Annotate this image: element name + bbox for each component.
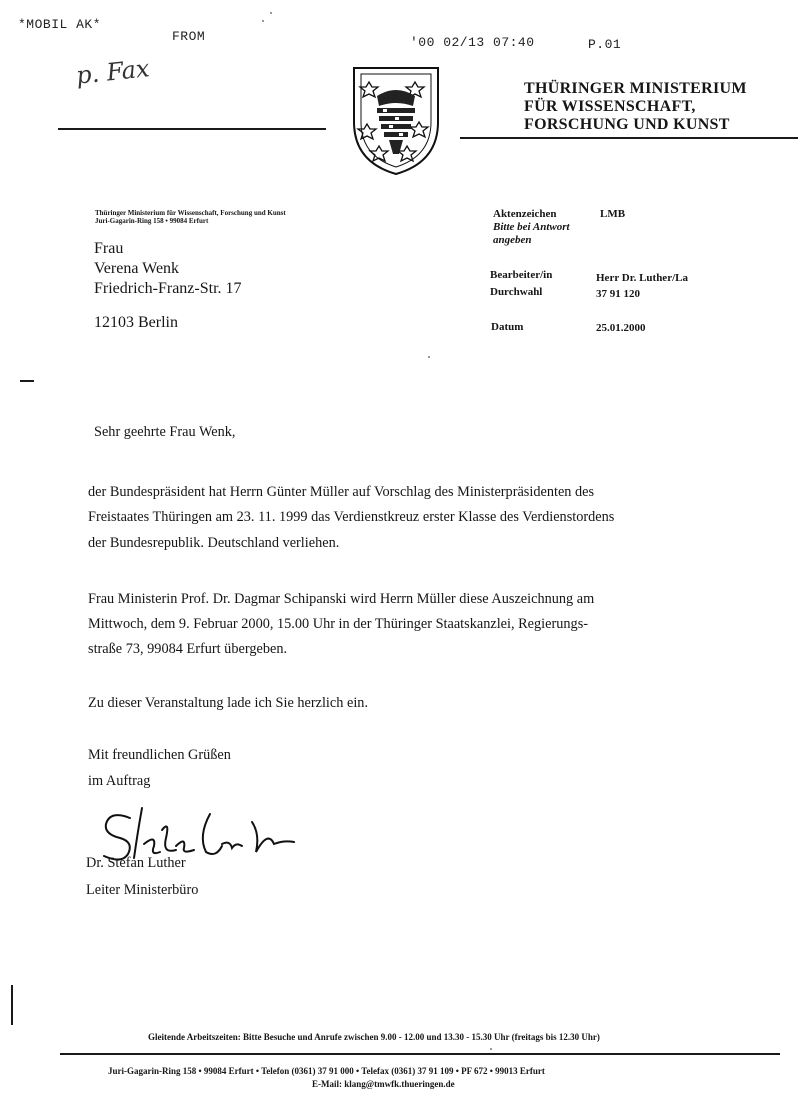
recipient-name: Verena Wenk — [94, 260, 180, 277]
letterhead-rule-right — [460, 137, 798, 139]
letter-greeting: Sehr geehrte Frau Wenk, — [94, 424, 236, 440]
scan-speck — [428, 356, 430, 358]
paragraph1-line1: der Bundespräsident hat Herrn Günter Müller auf Vorschlag des Ministerpräsidenten des — [88, 484, 595, 500]
paragraph2-line3: straße 73, 99084 Erfurt übergeben. — [88, 641, 288, 657]
fax-from-label: FROM — [172, 29, 206, 44]
ministry-name-line1: THÜRINGER MINISTERIUM — [524, 80, 747, 97]
scan-speck — [490, 1048, 492, 1050]
return-address-line1: Thüringer Ministerium für Wissenschaft, Forschung und Kunst — [95, 209, 286, 217]
return-address-line2: Juri-Gagarin-Ring 158 • 99084 Erfurt — [95, 217, 209, 225]
fax-datetime: '00 02/13 07:40 — [410, 35, 535, 50]
footer-contact: Juri-Gagarin-Ring 158 • 99084 Erfurt • Telefon (0361) 37 91 000 • Telefax (0361) 37 91 109 • PF 672 • 99013 Erfurt — [108, 1066, 545, 1076]
aktenzeichen-hint2: angeben — [493, 234, 532, 246]
paragraph2-line1: Frau Ministerin Prof. Dr. Dagmar Schipanski wird Herrn Müller diese Auszeichnung am — [88, 591, 595, 607]
paragraph1-line3: der Bundesrepublik. Deutschland verliehen. — [88, 535, 340, 551]
bearbeiter-value: Herr Dr. Luther/La — [596, 272, 688, 284]
letterhead-rule-left — [58, 128, 326, 130]
ministry-name-line3: FORSCHUNG UND KUNST — [524, 116, 730, 133]
aktenzeichen-value: LMB — [600, 208, 626, 220]
scan-speck — [270, 12, 272, 14]
footer-rule — [60, 1053, 780, 1055]
paragraph2-line2: Mittwoch, dem 9. Februar 2000, 15.00 Uhr in der Thüringer Staatskanzlei, Regierungs- — [88, 616, 589, 632]
paragraph3: Zu dieser Veranstaltung lade ich Sie herzlich ein. — [88, 695, 369, 711]
handwritten-note: p. Fax — [74, 54, 151, 90]
fax-sender: *MOBIL AK* — [18, 17, 102, 32]
paragraph1-line2: Freistaates Thüringen am 23. 11. 1999 das Verdienstkreuz erster Klasse des Verdienstordens — [88, 509, 615, 525]
footer-email: E-Mail: klang@tmwfk.thueringen.de — [312, 1079, 455, 1089]
durchwahl-label: Durchwahl — [490, 286, 543, 298]
datum-label: Datum — [491, 321, 524, 333]
recipient-street: Friedrich-Franz-Str. 17 — [94, 280, 242, 297]
datum-value: 25.01.2000 — [596, 322, 646, 334]
footer-office-hours: Gleitende Arbeitszeiten: Bitte Besuche und Anrufe zwischen 9.00 - 12.00 und 13.30 - 15.30 Uhr (freitags bis 12.30 Uhr) — [148, 1032, 600, 1042]
aktenzeichen-label: Aktenzeichen — [493, 208, 557, 220]
recipient-city: 12103 Berlin — [94, 314, 178, 331]
fax-page: P.01 — [588, 37, 622, 52]
signer-title: Leiter Ministerbüro — [86, 882, 199, 898]
ministry-name-line2: FÜR WISSENSCHAFT, — [524, 98, 696, 115]
thuringia-coat-of-arms-icon — [349, 64, 443, 176]
recipient-salutation: Frau — [94, 240, 124, 257]
signer-name: Dr. Stefan Luther — [86, 855, 186, 871]
scan-edge-mark — [11, 985, 13, 1025]
fold-mark — [20, 380, 34, 382]
durchwahl-value: 37 91 120 — [596, 288, 640, 300]
aktenzeichen-hint: Bitte bei Antwort — [493, 221, 570, 233]
closing-im-auftrag: im Auftrag — [88, 773, 151, 789]
scan-speck — [262, 20, 264, 22]
closing-greeting: Mit freundlichen Grüßen — [88, 747, 231, 763]
bearbeiter-label: Bearbeiter/in — [490, 269, 553, 281]
